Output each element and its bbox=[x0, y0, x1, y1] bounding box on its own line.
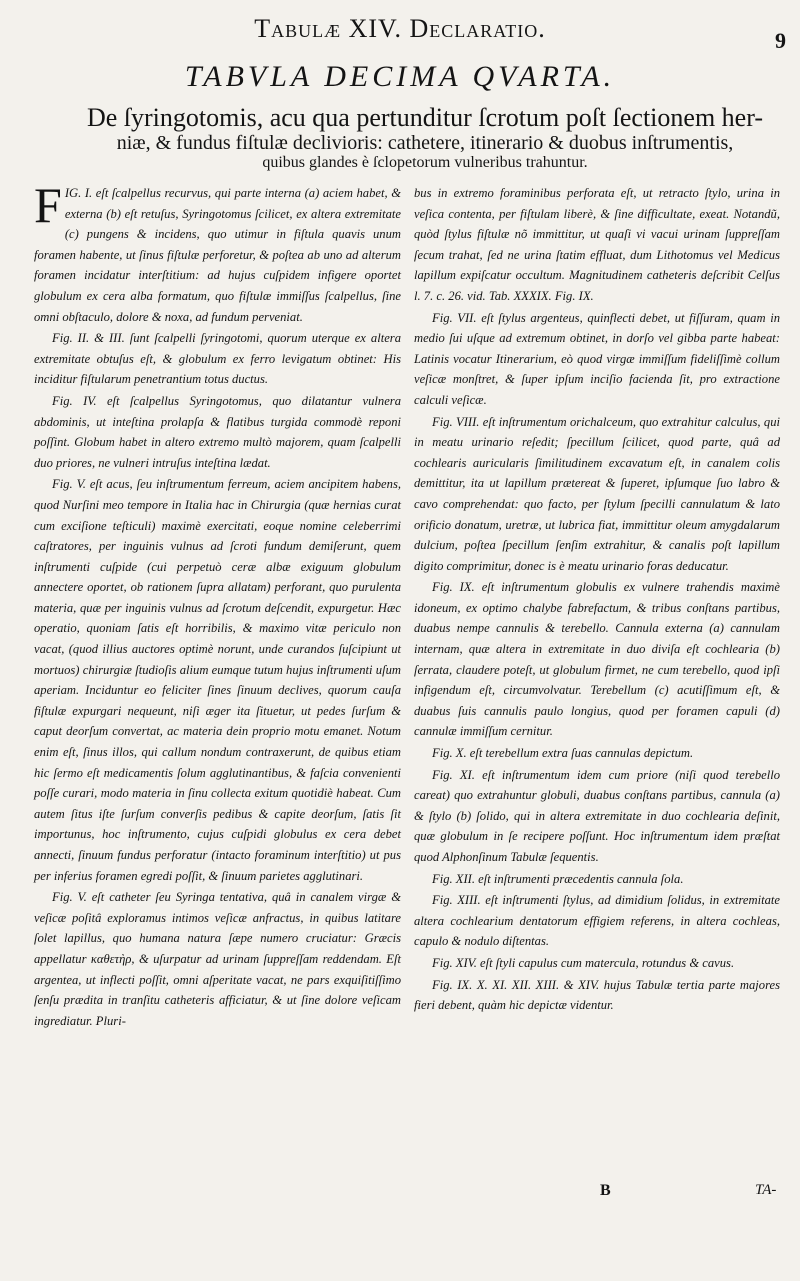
drop-cap: F bbox=[34, 177, 62, 233]
paragraph: Fig. X. eſt terebellum extra ſuas cannulas depictum. bbox=[432, 746, 694, 761]
page-number: 9 bbox=[775, 28, 786, 53]
paragraph: Fig. XII. eſt inſtrumenti præcedentis cannula ſola. bbox=[432, 871, 684, 886]
subtitle-line-1: De ſyringotomis, acu qua pertunditur ſcrotum poſt ſectionem her- bbox=[86, 103, 764, 132]
paragraph: Fig. VIII. eſt inſtrumentum orichalceum, quo extrahitur calculus, qui in meatu urinario reſedit; ſpecillum ſcilicet, quod parte, quâ ad cochlearis auricularis ſimilitudinem excavatum eſt, in canalem colis demittitur, ita ut lapillum prætereat & ſuperet, ipſumque ſuo labro & cavo comprehendat: quo facto, per ſtylum ſpecilli cannulatum & lato orificio donatum, uretræ, ut lubrica fiat, immittitur oleum amygdalarum dulcium, poſtea ſpecillum ſenſim extrahitur, & canalis poſt lapillum digito comprimitur, donec is è meatu urinario foras deducatur. bbox=[414, 414, 780, 573]
paragraph: Fig. XI. eſt inſtrumentum idem cum priore (niſi quod terebello careat) quo extrahuntur globuli, duabus conſtans partibus, cannula (a) & ſtylo (b) ſolido, qui in altera extremitate in duo cochlearia deſinit, quæ globulum in ſe recipere poſſunt. Hoc inſtrumentum idem præſtat quod Alphonſinum Tabulæ ſequentis. bbox=[414, 767, 780, 864]
subtitle-line-2: niæ, & fundus fiſtulæ declivioris: cathetere, itinerario & duobus inſtrumentis, bbox=[116, 132, 734, 154]
paragraph: Fig. IX. eſt inſtrumentum globulis ex vulnere trahendis maximè idoneum, ex optimo chalybe fabrefactum, & tribus conſtans partibus, duabus nempe cannulis & terebello. Cannula externa (a) cannulam internam, quæ altera in extremitate in duo diviſa eſt cochlearia (b) ſerrata, claudere poteſt, ut globulum firmet, ne cum terebello, quod ipſi infigendum eſt, circumvolvatur. Terebellum (c) acutiſſimum eſt, & duabus ſuis cannulis paulo longius, quod per foramen capuli (d) cannulæ immiſſum cernitur. bbox=[414, 580, 780, 739]
right-column bbox=[414, 183, 780, 1017]
paragraph: Fig. V. eſt catheter ſeu Syringa tentativa, quâ in canalem virgæ & veſicæ poſitâ exploramus intimos veſicæ anfractus, in quibus latitare ſolet lapillus, quo humana natura ſæpe numero cruciatur: Græcis appellatur καθετὴρ, & uſurpatur ad urinam ſuppreſſam reddendam. Eſt argentea, ut inflecti poſſit, omni aſperitate vacat, ne pars exquiſitiſſimo ſenſu prædita in tranſitu catheteris afficiatur, & ut ſine dolore veſicam ingrediatur. Pluri- bbox=[34, 890, 401, 1028]
subtitle-line-3: quibus glandes è ſclopetorum vulneribus trahuntur. bbox=[262, 154, 588, 171]
main-title: TABVLA DECIMA QVARTA. bbox=[184, 60, 616, 93]
catchword: TA- bbox=[755, 1182, 777, 1198]
paragraph: Fig. IX. X. XI. XII. XIII. & XIV. hujus Tabulæ tertia parte majores fieri debent, quàm hic depictæ videntur. bbox=[414, 977, 780, 1013]
paragraph: Fig. XIII. eſt inſtrumenti ſtylus, ad dimidium ſolidus, in extremitate altera cochlearium dentatorum effigiem referens, in altera cochleas, capulo & nodulo diſtentas. bbox=[414, 893, 780, 949]
paragraph: Fig. VII. eſt ſtylus argenteus, quinflecti debet, ut fiſſuram, quam in medio ſui uſque ad extremum obtinet, in dorſo vel gibba parte habeat: Latinis vocatur Itinerarium, eò quod virgæ immiſſum fideliſſimè collum veſicæ monſtret, & ſuper ipſum inciſio facienda ſit, pro extractione calculi veſicæ. bbox=[414, 310, 780, 407]
paragraph bbox=[34, 177, 401, 327]
paragraph: bus in extremo foraminibus perforata eſt, ut retracto ſtylo, urina in veſica contenta, per fiſtulam liberè, & ſine difficultate, exeat. Notandũ, quòd ſtylus fiſtulæ nõ immittitur, ut quaſi vi vacui urinam ſuppreſſam ſecum trahat, ſed ne urina ſtatim effluat, dum Lithotomus vel Medicus lapillum expiſcatur occultum. Magnitudinem catheteris deſcribit Celſus l. 7. c. 26. vid. Tab. XXXIX. Fig. IX. bbox=[414, 186, 780, 303]
signature-mark: B bbox=[600, 1182, 611, 1199]
paragraph-text: IG. I. eſt ſcalpellus recurvus, qui parte interna (a) aciem habet, & externa (b) eſt retuſus, Syringotomus ſcilicet, ex altera extremitate (c) pungens & incidens, quo utimur in fiſtula quavis unum foramen habente, ut ſinus fiſtulæ perforetur, & poſtea ab uno ad alterum foramen incidatur interſtitium: ad hujus cuſpidem infigere oportet globulum ex cera alba formatum, quo fiſtulæ immiſſus ſcalpellus, ſine omni obſtaculo, dolore & noxa, ad fundum perveniat. bbox=[34, 186, 401, 324]
paragraph: Fig. V. eſt acus, ſeu inſtrumentum ferreum, aciem ancipitem habens, quod Nurſini meo tempore in Italia hac in Chirurgia (quæ hernias curat cum exciſione teſticuli) maximè exercitati, eoque nomine celeberrimi caſtratores, per inguinis vulnus ad ſcroti fundum demiſerunt, quem inſtrumenti cuſpide (cui perpetuò ceræ albæ exiguum globulum annectere oportet, ob rationem ſupra allatam) perforant, quo purulenta materia, quæ per inguinis vulnus ad ſcrotum deſcendit, expurgetur. Hæc operatio, quoniam ſatis eſt horribilis, & maximo vitæ periculo non vacat, (quod illius auctores optimè norunt, unde curandos ſuſcipiunt ut mortuos) chirurgiæ ſtudioſis alium eumque tutum hujus inſtrumenti uſum aperiam. Inciduntur eo feliciter ſines ſinuum declives, quorum cauſa fiſtulæ expurgari nequeunt, niſi æger ita ſituetur, ut pedes ſurſum & caput deorſum convertat, ac materia dein proprio motu emanet. Notum enim eſt, ſinus illos, qui callum nondum contraxerunt, de quibus etiam hic ſermo eſt medicamentis ſolum agglutinantibus, & faſcia convenienti poſſe curari, modo materia in ſinu collecta exitum quotidiè habeat. Cum autem ſitus iſte ſurſum converſis pedibus & capite deorſum, ſatis ſit importunus, hoc inſtrumento, cujus cuſpidi globulus ex cera debet annecti, ſinuum fundus perforatur (intacto foraminum interſtitio) ut pus per inferius foramen egredi poſſit, & ſinuum parietes agglutinari. bbox=[34, 477, 401, 883]
paragraph: Fig. IV. eſt ſcalpellus Syringotomus, quo dilatantur vulnera abdominis, ut inteſtina prolapſa & flatibus turgida commodè reponi poſſint. Globum habet in altero extremo multò majorem, quam ſcalpelli duo priores, ne vulneri intruſus inteſtina lædat. bbox=[34, 393, 401, 470]
paragraph: Fig. XIV. eſt ſtyli capulus cum matercula, rotundus & cavus. bbox=[432, 955, 735, 970]
left-column bbox=[34, 177, 401, 1032]
subtitle bbox=[70, 104, 780, 172]
running-head: Tabulæ XIV. Declaratio. bbox=[254, 14, 546, 43]
paragraph: Fig. II. & III. ſunt ſcalpelli ſyringotomi, quorum uterque ex altera extremitate obtuſus eſt, & globulum ex ferro levigatum obtinet: His inciditur fiſtularum penetrantium totus ductus. bbox=[34, 331, 401, 387]
